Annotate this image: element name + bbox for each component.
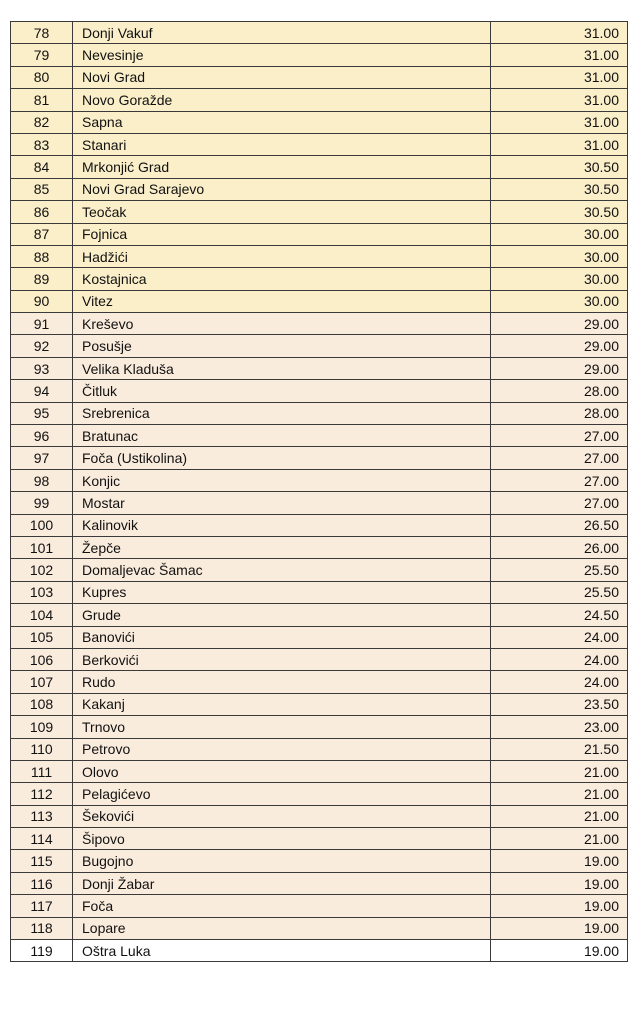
municipality-cell: Petrovo: [73, 738, 491, 760]
table-row: [11, 268, 628, 290]
rank-cell: 100: [11, 514, 73, 536]
table-row: [11, 850, 628, 872]
value-cell: 25.50: [491, 559, 628, 581]
municipality-cell: Mrkonjić Grad: [73, 156, 491, 178]
rank-cell: 116: [11, 872, 73, 894]
value-cell: 27.00: [491, 492, 628, 514]
value-cell: 28.00: [491, 402, 628, 424]
municipality-cell: Bugojno: [73, 850, 491, 872]
rank-cell: 87: [11, 223, 73, 245]
municipality-cell: Stanari: [73, 133, 491, 155]
table-row: [11, 178, 628, 200]
rank-cell: 84: [11, 156, 73, 178]
value-cell: 19.00: [491, 850, 628, 872]
rank-cell: 97: [11, 447, 73, 469]
municipality-cell: Grude: [73, 604, 491, 626]
rank-cell: 118: [11, 917, 73, 939]
table-row: [11, 380, 628, 402]
table-row: [11, 828, 628, 850]
table-row: [11, 536, 628, 558]
rank-cell: 107: [11, 671, 73, 693]
table-row: [11, 335, 628, 357]
rank-cell: 105: [11, 626, 73, 648]
ranking-table-container: [10, 21, 627, 962]
table-row: [11, 738, 628, 760]
municipality-cell: Lopare: [73, 917, 491, 939]
rank-cell: 113: [11, 805, 73, 827]
value-cell: 27.00: [491, 425, 628, 447]
table-row: [11, 156, 628, 178]
table-row: [11, 402, 628, 424]
municipality-cell: Kupres: [73, 581, 491, 603]
rank-cell: 102: [11, 559, 73, 581]
value-cell: 27.00: [491, 469, 628, 491]
municipality-cell: Fojnica: [73, 223, 491, 245]
table-row: [11, 290, 628, 312]
table-row: [11, 514, 628, 536]
table-row: [11, 626, 628, 648]
value-cell: 27.00: [491, 447, 628, 469]
value-cell: 30.00: [491, 268, 628, 290]
rank-cell: 110: [11, 738, 73, 760]
value-cell: 24.00: [491, 626, 628, 648]
table-row: [11, 245, 628, 267]
table-row: [11, 492, 628, 514]
value-cell: 31.00: [491, 111, 628, 133]
rank-cell: 95: [11, 402, 73, 424]
rank-cell: 103: [11, 581, 73, 603]
table-row: [11, 66, 628, 88]
municipality-cell: Olovo: [73, 760, 491, 782]
table-row: [11, 44, 628, 66]
table-row: [11, 716, 628, 738]
municipality-cell: Kalinovik: [73, 514, 491, 536]
table-row: [11, 917, 628, 939]
table-row: [11, 693, 628, 715]
rank-cell: 79: [11, 44, 73, 66]
value-cell: 26.00: [491, 536, 628, 558]
municipality-cell: Berkovići: [73, 648, 491, 670]
value-cell: 31.00: [491, 133, 628, 155]
value-cell: 30.50: [491, 156, 628, 178]
municipality-cell: Žepče: [73, 536, 491, 558]
value-cell: 28.00: [491, 380, 628, 402]
municipality-cell: Teočak: [73, 201, 491, 223]
rank-cell: 82: [11, 111, 73, 133]
table-row: [11, 201, 628, 223]
value-cell: 19.00: [491, 940, 628, 962]
municipality-cell: Šekovići: [73, 805, 491, 827]
value-cell: 24.50: [491, 604, 628, 626]
municipality-cell: Novi Grad: [73, 66, 491, 88]
table-row: [11, 805, 628, 827]
ranking-table-body: [11, 22, 628, 962]
table-row: [11, 22, 628, 44]
rank-cell: 93: [11, 357, 73, 379]
table-row: [11, 895, 628, 917]
municipality-cell: Kakanj: [73, 693, 491, 715]
rank-cell: 112: [11, 783, 73, 805]
value-cell: 24.00: [491, 648, 628, 670]
table-row: [11, 783, 628, 805]
value-cell: 19.00: [491, 917, 628, 939]
table-row: [11, 89, 628, 111]
municipality-cell: Banovići: [73, 626, 491, 648]
rank-cell: 101: [11, 536, 73, 558]
table-row: [11, 425, 628, 447]
municipality-cell: Oštra Luka: [73, 940, 491, 962]
value-cell: 31.00: [491, 89, 628, 111]
rank-cell: 96: [11, 425, 73, 447]
value-cell: 23.00: [491, 716, 628, 738]
value-cell: 21.00: [491, 760, 628, 782]
municipality-cell: Novi Grad Sarajevo: [73, 178, 491, 200]
value-cell: 31.00: [491, 66, 628, 88]
value-cell: 19.00: [491, 895, 628, 917]
municipality-cell: Sapna: [73, 111, 491, 133]
municipality-cell: Nevesinje: [73, 44, 491, 66]
rank-cell: 90: [11, 290, 73, 312]
municipality-cell: Čitluk: [73, 380, 491, 402]
municipality-cell: Novo Goražde: [73, 89, 491, 111]
table-row: [11, 940, 628, 962]
value-cell: 30.50: [491, 201, 628, 223]
table-row: [11, 559, 628, 581]
table-row: [11, 648, 628, 670]
value-cell: 31.00: [491, 44, 628, 66]
value-cell: 26.50: [491, 514, 628, 536]
rank-cell: 117: [11, 895, 73, 917]
table-row: [11, 872, 628, 894]
table-row: [11, 447, 628, 469]
rank-cell: 98: [11, 469, 73, 491]
rank-cell: 92: [11, 335, 73, 357]
municipality-cell: Srebrenica: [73, 402, 491, 424]
rank-cell: 99: [11, 492, 73, 514]
value-cell: 21.00: [491, 783, 628, 805]
table-row: [11, 357, 628, 379]
table-row: [11, 760, 628, 782]
rank-cell: 108: [11, 693, 73, 715]
value-cell: 21.00: [491, 828, 628, 850]
value-cell: 29.00: [491, 335, 628, 357]
table-row: [11, 223, 628, 245]
value-cell: 25.50: [491, 581, 628, 603]
rank-cell: 115: [11, 850, 73, 872]
municipality-cell: Trnovo: [73, 716, 491, 738]
rank-cell: 119: [11, 940, 73, 962]
value-cell: 29.00: [491, 313, 628, 335]
value-cell: 21.50: [491, 738, 628, 760]
rank-cell: 94: [11, 380, 73, 402]
municipality-cell: Foča (Ustikolina): [73, 447, 491, 469]
rank-cell: 111: [11, 760, 73, 782]
municipality-cell: Domaljevac Šamac: [73, 559, 491, 581]
value-cell: 30.00: [491, 245, 628, 267]
table-row: [11, 111, 628, 133]
municipality-cell: Foča: [73, 895, 491, 917]
municipality-cell: Pelagićevo: [73, 783, 491, 805]
value-cell: 19.00: [491, 872, 628, 894]
rank-cell: 91: [11, 313, 73, 335]
municipality-cell: Velika Kladuša: [73, 357, 491, 379]
municipality-cell: Kostajnica: [73, 268, 491, 290]
rank-cell: 109: [11, 716, 73, 738]
table-row: [11, 581, 628, 603]
rank-cell: 106: [11, 648, 73, 670]
table-row: [11, 671, 628, 693]
municipality-cell: Kreševo: [73, 313, 491, 335]
value-cell: 24.00: [491, 671, 628, 693]
table-row: [11, 604, 628, 626]
municipality-cell: Rudo: [73, 671, 491, 693]
municipality-cell: Šipovo: [73, 828, 491, 850]
value-cell: 30.00: [491, 223, 628, 245]
rank-cell: 88: [11, 245, 73, 267]
value-cell: 31.00: [491, 22, 628, 44]
table-row: [11, 133, 628, 155]
municipality-cell: Bratunac: [73, 425, 491, 447]
rank-cell: 83: [11, 133, 73, 155]
municipality-cell: Konjic: [73, 469, 491, 491]
rank-cell: 104: [11, 604, 73, 626]
rank-cell: 81: [11, 89, 73, 111]
value-cell: 30.50: [491, 178, 628, 200]
rank-cell: 86: [11, 201, 73, 223]
value-cell: 23.50: [491, 693, 628, 715]
rank-cell: 78: [11, 22, 73, 44]
table-row: [11, 313, 628, 335]
municipality-cell: Hadžići: [73, 245, 491, 267]
rank-cell: 114: [11, 828, 73, 850]
municipality-cell: Donji Žabar: [73, 872, 491, 894]
value-cell: 21.00: [491, 805, 628, 827]
ranking-table: [10, 21, 628, 962]
table-row: [11, 469, 628, 491]
value-cell: 30.00: [491, 290, 628, 312]
rank-cell: 89: [11, 268, 73, 290]
municipality-cell: Donji Vakuf: [73, 22, 491, 44]
municipality-cell: Mostar: [73, 492, 491, 514]
rank-cell: 80: [11, 66, 73, 88]
rank-cell: 85: [11, 178, 73, 200]
municipality-cell: Posušje: [73, 335, 491, 357]
value-cell: 29.00: [491, 357, 628, 379]
municipality-cell: Vitez: [73, 290, 491, 312]
